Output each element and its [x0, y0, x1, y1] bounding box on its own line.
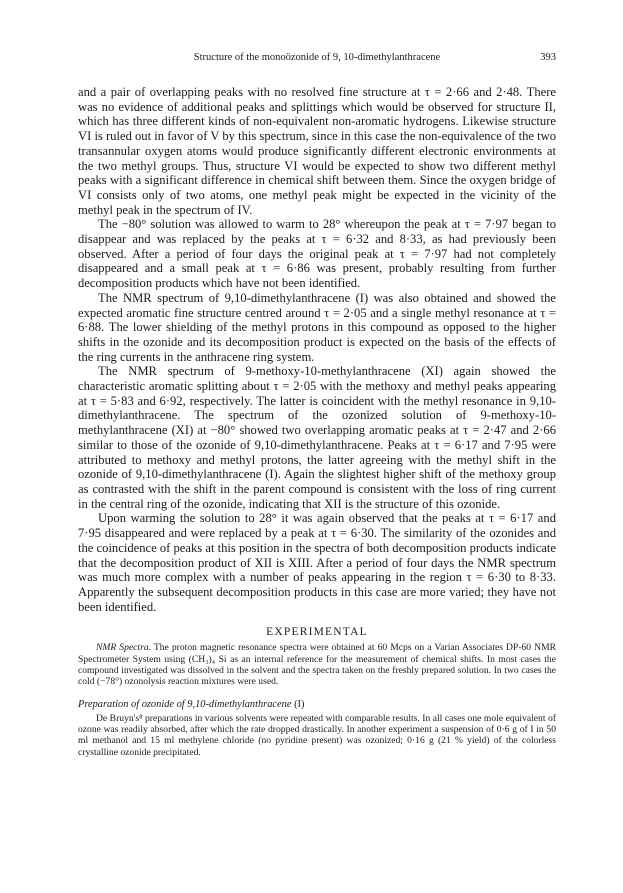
preparation-subheading-italic: Preparation of ozonide of 9,10-dimethylanthracene: [78, 698, 292, 710]
body-paragraph: and a pair of overlapping peaks with no resolved fine structure at τ = 2·66 and 2·48. There was no evidence of additional peaks and splittings which would be observed for structure II, which has three different kinds of non-equivalent non-aromatic hydrogens. Likewise structure VI is ruled out in favor of V by this spectrum, since in this case the non-equivalence of the two transannular oxygen atoms would produce significantly different electronic environments at the two methyl groups. Thus, structure VI would be expected to show two different methyl peaks with a significant difference in chemical shift between them. Since the oxygen bridge of VI consists only of two atoms, one methyl peak might be expected in the vicinity of the methyl peak in the spectrum of IV.: [78, 85, 556, 217]
body-paragraph: The NMR spectrum of 9,10-dimethylanthracene (I) was also obtained and showed the expected aromatic fine structure centred around τ = 2·05 and a single methyl resonance at τ = 6·88. The lower shielding of the methyl protons in this compound as opposed to the higher shifts in the ozonide and its decomposition product is expected on the basis of the effects of the ring currents in the anthracene ring system.: [78, 290, 556, 364]
body-text: [78, 85, 556, 614]
nmr-spectra-text: The proton magnetic resonance spectra were obtained at 60 Mcps on a Varian Associates DP-60 NMR Spectrometer System using (CH₃)₄ Si as an internal reference for the measurement of chemical shifts. In most cases the compound investigated was dissolved in the solvent and the spectra taken on the freshly prepared solution. In two cases the cold (−78°) ozonolysis reaction mixtures were used.: [78, 642, 556, 688]
journal-page: [78, 52, 556, 758]
nmr-spectra-paragraph: [78, 642, 556, 687]
experimental-heading: EXPERIMENTAL: [266, 626, 368, 639]
preparation-subheading: [78, 699, 556, 710]
running-head-title: Structure of the monoözonide of 9, 10-dimethylanthracene: [193, 52, 441, 63]
body-paragraph: Upon warming the solution to 28° it was again observed that the peaks at τ = 6·17 and 7·95 disappeared and were replaced by a peak at τ = 6·30. The similarity of the ozonides and the coincidence of peaks at this position in the spectra of both decomposition products indicate that the decomposition product of XII is XIII. After a period of four days the NMR spectrum was much more complex with a number of peaks appearing in the region τ = 6·30 to 8·33. Apparently the subsequent decomposition products in this case are more varied; they have not been identified.: [78, 511, 556, 614]
page-number: 393: [540, 52, 556, 63]
running-head: [78, 52, 556, 63]
experimental-section: [78, 642, 556, 758]
body-paragraph: The NMR spectrum of 9-methoxy-10-methylanthracene (XI) again showed the characteristic aromatic splitting about τ = 2·05 with the methoxy and methyl peaks appearing at τ = 5·83 and 6·92, respectively. The latter is coincident with the methyl resonance in 9,10-dimethylanthracene. The spectrum of the ozonized solution of 9-methoxy-10-methylanthracene (XI) at −80° showed two overlapping aromatic peaks at τ = 2·47 and 2·66 similar to those of the ozonide of 9,10-dimethylanthracene. Peaks at τ = 6·17 and 7·95 were attributed to methoxy and methyl protons, the latter agreeing with the methyl shift in the ozonide of 9,10-dimethylanthracene (I). Again the slightest higher shift of the methoxy group as contrasted with the shift in the parent compound is consistent with the loss of ring current in the central ring of the ozonide, indicating that XII is the structure of this ozonide.: [78, 364, 556, 511]
preparation-subheading-compound: (I): [291, 698, 305, 710]
nmr-spectra-runin: NMR Spectra.: [96, 642, 152, 654]
preparation-paragraph: De Bruyn's⁸ preparations in various solvents were repeated with comparable results. In all cases one mole equivalent of ozone was readily absorbed, after which the rate dropped drastically. In another experiment a suspension of 0·6 g of I in 50 ml methanol and 15 ml methylene chloride (no pyridine present) was ozonized; 0·16 g (21 % yield) of the colorless crystalline ozonide precipitated.: [78, 712, 556, 758]
body-paragraph: The −80° solution was allowed to warm to 28° whereupon the peak at τ = 7·97 began to disappear and was replaced by the peaks at τ = 6·32 and 8·33, as had previously been observed. After a period of four days the original peak at τ = 7·97 had not completely disappeared and a small peak at τ = 6·86 was present, probably resulting from further decomposition products which have not been identified.: [78, 217, 556, 291]
